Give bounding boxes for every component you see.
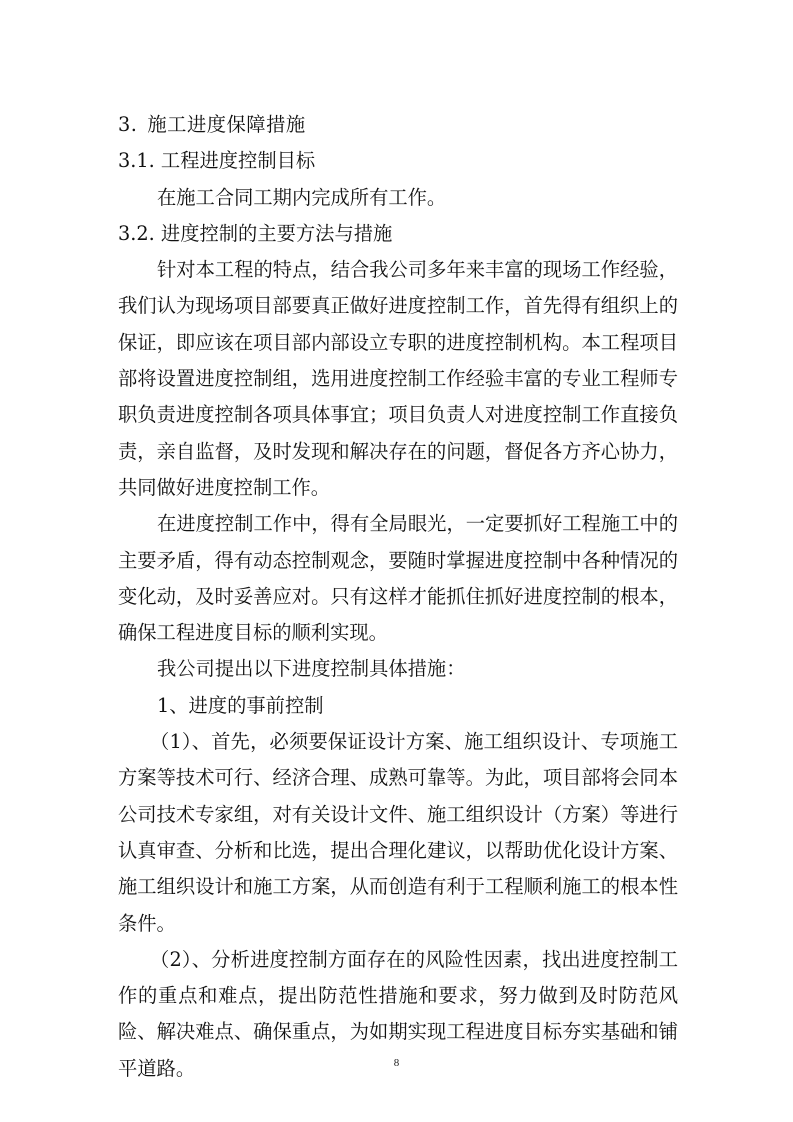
list-item-2: （2）、分析进度控制方面存在的风险性因素，找出进度控制工作的重点和难点，提出防范性措施和要求，努力做到及时防范风险、解决难点、确保重点，为如期实现工程进度目标夯实基础和铺平道路。 — [118, 947, 678, 1080]
section-heading-3 — [118, 107, 678, 143]
list-heading-pre-control: 1、进度的事前控制 — [157, 693, 324, 717]
list-item-1: （1）、首先，必须要保证设计方案、施工组织设计、专项施工方案等技术可行、经济合理、成熟可靠等。为此，项目部将会同本公司技术专家组，对有关设计文件、施工组织设计（方案）等进行认真审查、分析和比选，提出合理化建议，以帮助优化设计方案、施工组织设计和施工方案，从而创造有利于工程顺利施工的根本性条件。 — [118, 730, 678, 935]
page-number: 8 — [393, 1057, 400, 1069]
paragraph-global-view: 在进度控制工作中，得有全局眼光，一定要抓好工程施工中的主要矛盾，得有动态控制观念，要随时掌握进度控制中各种情况的变化动，及时妥善应对。只有这样才能抓住抓好进度控制的根本，确保工程进度目标的顺利实现。 — [118, 512, 678, 645]
section-heading-3-2: 3.2. 进度控制的主要方法与措施 — [118, 221, 393, 245]
document-body — [118, 107, 678, 1087]
paragraph-goal: 在施工合同工期内完成所有工作。 — [157, 185, 447, 209]
paragraph-organization: 针对本工程的特点，结合我公司多年来丰富的现场工作经验，我们认为现场项目部要真正做好进度控制工作，首先得有组织上的保证，即应该在项目部内部设立专职的进度控制机构。本工程项目部将设置进度控制组，选用进度控制工作经验丰富的专业工程师专职负责进度控制各项具体事宜；项目负责人对进度控制工作直接负责，亲自监督，及时发现和解决存在的问题，督促各方齐心协力，共同做好进度控制工作。 — [118, 258, 678, 499]
paragraph-measures-intro: 我公司提出以下进度控制具体措施： — [157, 657, 466, 681]
section-title: 施工进度保障措施 — [147, 113, 306, 136]
section-number: 3. — [118, 113, 138, 136]
section-heading-3-1: 3.1. 工程进度控制目标 — [118, 149, 316, 173]
